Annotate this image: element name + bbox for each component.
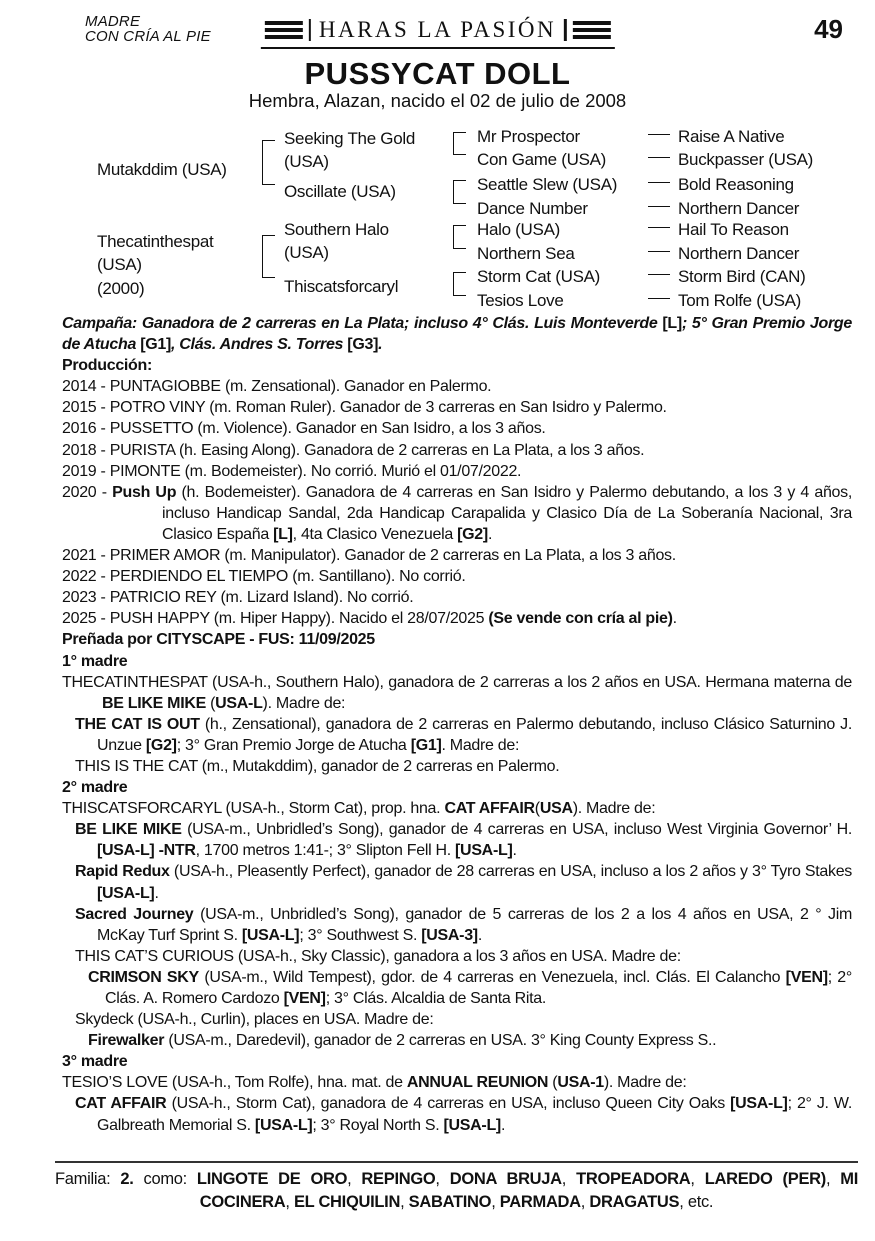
pedigree-entry <box>477 148 606 171</box>
text-run: , <box>561 1170 577 1188</box>
pedigree-bracket <box>262 140 275 185</box>
brand-logo <box>260 17 614 49</box>
pedigree-entry <box>648 173 794 196</box>
text-run: [USA-L] <box>455 842 513 860</box>
text-run: THECATINTHESPAT (USA-h., Southern Halo), ganadora de 2 carreras a los 2 años en USA. Hermana materna de <box>62 673 852 691</box>
text-run: Familia: <box>55 1170 121 1188</box>
text-run: 2021 - PRIMER AMOR (m. Manipulator). Ganador de 2 carreras en La Plata, a los 3 años. <box>62 547 676 565</box>
pedigree-name: Mutakddim (USA) <box>97 160 227 179</box>
text-run: TESIO’S LOVE (USA-h., Tom Rolfe), hna. mat. de <box>62 1074 407 1092</box>
pedigree-bracket <box>453 180 466 204</box>
pedigree-name: Tesios Love <box>477 291 564 310</box>
pedigree-name: Storm Cat (USA) <box>477 267 601 286</box>
text-run: 2° madre <box>62 779 128 797</box>
pedigree-dash <box>648 242 670 252</box>
paragraph <box>62 651 852 672</box>
text-run: DONA BRUJA <box>449 1170 562 1188</box>
text-run: ( <box>534 800 540 818</box>
text-run: (USA-h., Storm Cat), ganadora de 4 carreras en USA, incluso Queen City Oaks <box>166 1095 731 1113</box>
logo-bars-right-icon <box>573 21 611 39</box>
paragraph <box>62 629 852 650</box>
pedigree-name: Seattle Slew (USA) <box>477 175 618 194</box>
text-run: [G1] <box>140 336 172 354</box>
text-run: 2022 - PERDIENDO EL TIEMPO (m. Santillano). No corrió. <box>62 568 466 586</box>
text-run: LAREDO (PER) <box>704 1170 826 1188</box>
text-run: ). Madre de: <box>262 694 346 712</box>
text-run: Campaña: Ganadora de 2 carreras en La Plata; incluso 4° Clás. Luis Monteverde <box>62 315 663 332</box>
pedigree-name: (USA) <box>284 152 329 172</box>
text-run: EL CHIQUILIN <box>293 1192 401 1211</box>
text-run: . Madre de: <box>441 736 520 754</box>
text-run: [VEN] <box>785 968 828 986</box>
pedigree-entry <box>648 125 784 148</box>
pedigree-dam <box>97 230 213 300</box>
paragraph <box>75 861 852 903</box>
horse-description: Hembra, Alazan, nacido el 02 de julio de 2008 <box>248 90 627 111</box>
pedigree-entry <box>284 127 415 174</box>
text-run: [L] <box>662 315 682 332</box>
text-run: [G3] <box>347 336 379 354</box>
text-run: (USA-m., Unbridled’s Song), ganador de 4 carreras en USA, incluso West Virginia Governor’ H. <box>181 821 852 839</box>
text-run: 2015 - POTRO VINY (m. Roman Ruler). Ganador de 3 carreras en San Isidro y Palermo. <box>62 399 667 417</box>
pedigree-name: (USA) <box>284 243 329 263</box>
pedigree-name: Northern Sea <box>477 244 575 263</box>
text-run: Rapid Redux <box>75 863 170 881</box>
text-run: BE LIKE MIKE <box>102 694 206 712</box>
corner-note <box>85 15 211 44</box>
text-run: REPINGO <box>361 1170 436 1188</box>
text-run: ; 3° Gran Premio Jorge de Atucha <box>176 736 411 754</box>
paragraph <box>62 587 852 608</box>
text-run: . <box>154 884 159 902</box>
paragraph <box>88 1030 852 1051</box>
paragraph <box>75 1009 852 1030</box>
text-run: LINGOTE DE ORO <box>196 1170 348 1188</box>
text-run: [G2] <box>145 736 177 754</box>
paragraph <box>88 967 852 1009</box>
pedigree-dash <box>648 289 670 299</box>
text-run: 2018 - PURISTA (h. Easing Along). Ganadora de 2 carreras en La Plata, a los 3 años. <box>62 441 645 459</box>
text-run: [USA-L] <box>241 926 300 944</box>
text-run: ; 3° Southwest S. <box>299 926 422 944</box>
pedigree-name: Buckpasser (USA) <box>678 150 814 169</box>
text-run: Skydeck (USA-h., Curlin), places en USA. Madre de: <box>75 1011 434 1029</box>
paragraph <box>62 1051 852 1072</box>
logo-divider-left <box>308 19 311 41</box>
text-run: ; 3° Royal North S. <box>312 1116 444 1134</box>
text-run: 2025 - PUSH HAPPY (m. Hiper Happy). Nacido el 28/07/2025 <box>62 610 489 628</box>
text-run: [USA-L] <box>97 884 155 902</box>
pedigree-entry <box>648 148 813 171</box>
pedigree-dash <box>648 218 670 228</box>
paragraph <box>62 545 852 566</box>
paragraph <box>62 566 852 587</box>
text-run: ; 2° J. W. Galbreath Memorial S. <box>97 1095 852 1134</box>
pedigree-name: Seeking The Gold <box>284 129 415 148</box>
text-run: ). Madre de: <box>603 1074 687 1092</box>
text-run: (h. Bodemeister). Ganadora de 4 carreras en San Isidro y Palermo debutando, a los 3 y 4 años, incluso Handicap Sandal, 2da Handicap Carapalida y Clasico Día de La Soberanía Nacional, 3ra Clasico España <box>162 483 852 543</box>
text-run: BE LIKE MIKE <box>75 821 182 839</box>
text-run: (h., Zensational), ganadora de 2 carreras en Palermo debutando, incluso Clásico Saturnino J. Unzue <box>97 715 852 754</box>
text-run: TROPEADORA <box>576 1170 691 1188</box>
text-run: DRAGATUS <box>589 1192 680 1211</box>
corner-note-line2: CON CRÍA AL PIE <box>85 27 211 45</box>
text-run: . <box>500 1116 506 1134</box>
paragraph <box>62 798 852 819</box>
pedigree-name: Storm Bird (CAN) <box>678 267 806 286</box>
paragraph <box>62 313 852 355</box>
text-run: (USA-m., Unbridled’s Song), ganador de 5 carreras de los 2 a los 4 años en USA, 2 ° Jim McKay Turf Sprint S. <box>97 905 853 944</box>
paragraph <box>62 355 852 376</box>
paragraph <box>62 777 852 798</box>
text-run: , Clás. Andres S. Torres <box>171 336 348 354</box>
page-number: 49 <box>814 14 843 44</box>
text-run: [L] <box>273 525 293 543</box>
text-run: PARMADA <box>499 1192 581 1211</box>
pedigree-name: Raise A Native <box>678 127 785 146</box>
pedigree-name: Dance Number <box>477 199 588 218</box>
pedigree-entry <box>284 275 398 298</box>
pedigree-name: Northern Dancer <box>678 199 800 218</box>
pedigree-name: Halo (USA) <box>477 220 560 239</box>
text-run: 1° madre <box>62 652 128 670</box>
text-run: . <box>487 525 493 543</box>
text-run: , <box>690 1170 705 1188</box>
text-run: , <box>825 1170 841 1188</box>
text-run: 2019 - PIMONTE (m. Bodemeister). No corrió. Murió el 01/07/2022. <box>62 462 522 480</box>
text-run: ( <box>205 694 216 712</box>
text-run: , <box>435 1170 450 1188</box>
text-run: ). Madre de: <box>572 800 656 818</box>
text-run: como: <box>133 1170 197 1188</box>
text-run: (USA-m., Daredevil), ganador de 2 carreras en USA. 3° King County Express S.. <box>164 1032 717 1050</box>
pedigree-entry <box>648 242 799 265</box>
paragraph <box>62 608 852 629</box>
pedigree-chart <box>62 115 852 311</box>
text-run: [USA-L] <box>730 1095 788 1113</box>
text-run: , <box>285 1192 294 1211</box>
text-run: . <box>672 610 677 628</box>
family-footer <box>55 1161 858 1213</box>
text-run: 2014 - PUNTAGIOBBE (m. Zensational). Ganador en Palermo. <box>62 378 492 396</box>
text-run: THIS IS THE CAT (m., Mutakddim), ganador de 2 carreras en Palermo. <box>75 757 560 775</box>
pedigree-entry <box>477 242 575 265</box>
paragraph <box>62 1072 852 1093</box>
text-run: 2. <box>120 1170 134 1188</box>
paragraph <box>62 397 852 418</box>
text-run: (Se vende con cría al pie) <box>488 610 673 628</box>
pedigree-entry <box>648 218 789 241</box>
paragraph <box>62 440 852 461</box>
text-run: Preñada por CITYSCAPE - FUS: 11/09/2025 <box>62 631 375 649</box>
paragraph <box>62 482 852 545</box>
text-run: 2020 - <box>62 483 113 501</box>
text-run: ; 2° Clás. A. Romero Cardozo <box>105 968 853 1007</box>
corner-note-line1: MADRE <box>85 13 141 30</box>
text-run: 2016 - PUSSETTO (m. Violence). Ganador en San Isidro, a los 3 años. <box>62 420 546 438</box>
text-run: [USA-L] <box>443 1116 501 1134</box>
paragraph <box>75 756 852 777</box>
text-run: MI COCINERA <box>199 1170 858 1211</box>
pedigree-entry <box>284 180 396 203</box>
text-run: CRIMSON SKY <box>88 968 199 986</box>
pedigree-name: (USA) <box>97 255 142 275</box>
text-run: Push Up <box>112 483 177 501</box>
pedigree-entry <box>648 265 805 288</box>
pedigree-dash <box>648 148 670 158</box>
text-run: , <box>580 1192 590 1211</box>
pedigree-bracket <box>453 132 466 155</box>
pedigree-entry <box>648 197 799 220</box>
text-run: Producción: <box>62 357 153 375</box>
text-run: CAT AFFAIR <box>444 800 535 818</box>
text-run: Firewalker <box>88 1032 165 1050</box>
pedigree-entry <box>477 173 617 196</box>
paragraph <box>62 672 852 714</box>
text-run: [G2] <box>457 525 488 543</box>
paragraph <box>75 819 852 861</box>
text-run: ( <box>548 1074 558 1092</box>
pedigree-entry <box>648 289 801 312</box>
text-run: USA-L <box>215 694 263 712</box>
paragraph <box>75 714 852 756</box>
text-run: , 1700 metros 1:41-; 3° Slipton Fell H. <box>195 842 456 860</box>
pedigree-name: Bold Reasoning <box>678 175 794 194</box>
text-run: [VEN] <box>283 990 326 1007</box>
pedigree-entry <box>477 197 588 220</box>
pedigree-dash <box>648 125 670 135</box>
pedigree-name: Thecatinthespat <box>97 232 214 251</box>
text-run: , <box>347 1170 362 1188</box>
text-run: [G1] <box>410 736 442 754</box>
pedigree-bracket <box>262 235 275 278</box>
text-run: , etc. <box>679 1192 714 1211</box>
pedigree-bracket <box>453 225 466 249</box>
paragraph <box>75 904 852 946</box>
text-run: CAT AFFAIR <box>75 1095 167 1113</box>
text-run: (USA-m., Wild Tempest), gdor. de 4 carreras en Venezuela, incl. Clás. El Calancho <box>198 968 786 986</box>
family-line <box>55 1168 858 1213</box>
logo-bars-left-icon <box>264 21 302 39</box>
pedigree-name: Oscillate (USA) <box>284 182 396 201</box>
text-run: THE CAT IS OUT <box>75 715 200 733</box>
text-run: [USA-L] -NTR <box>97 842 196 860</box>
pedigree-name: Hail To Reason <box>678 220 789 239</box>
pedigree-name: Tom Rolfe (USA) <box>678 291 802 310</box>
pedigree-bracket <box>453 272 466 296</box>
pedigree-dash <box>648 173 670 183</box>
text-run: USA <box>539 800 573 818</box>
text-run: , 4ta Clasico Venezuela <box>292 525 458 543</box>
text-run: , <box>491 1192 500 1211</box>
text-run: THIS CAT’S CURIOUS (USA-h., Sky Classic), ganadora a los 3 años en USA. Madre de: <box>75 947 681 965</box>
paragraph <box>75 946 852 967</box>
text-run: . <box>512 842 517 860</box>
paragraph <box>75 1093 852 1135</box>
pedigree-name: (2000) <box>97 278 145 298</box>
pedigree-name: Con Game (USA) <box>477 150 607 169</box>
paragraph <box>62 376 852 397</box>
text-run: , <box>400 1192 409 1211</box>
pedigree-name: Northern Dancer <box>678 244 800 263</box>
brand-name: HARAS LA PASIÓN <box>318 17 557 42</box>
pedigree-entry <box>477 289 563 312</box>
text-run: SABATINO <box>408 1192 492 1211</box>
text-run: . <box>378 336 383 354</box>
pedigree-entry <box>477 218 560 241</box>
text-run: 3° madre <box>62 1053 128 1071</box>
pedigree-name: Mr Prospector <box>477 127 580 146</box>
logo-divider-right <box>564 19 567 41</box>
pedigree-name: Thiscatsforcaryl <box>284 277 399 296</box>
pedigree-sire <box>97 158 227 181</box>
text-run: [USA-3] <box>421 926 478 944</box>
text-run: [USA-L] <box>254 1116 313 1134</box>
paragraph <box>62 461 852 482</box>
text-run: 2023 - PATRICIO REY (m. Lizard Island). No corrió. <box>62 589 414 607</box>
text-run: ; 3° Clás. Alcaldia de Santa Rita. <box>325 990 547 1007</box>
text-run: ANNUAL REUNION <box>406 1074 549 1092</box>
body-text <box>62 313 852 1136</box>
horse-name-title: PUSSYCAT DOLL <box>304 56 571 91</box>
paragraph <box>62 418 852 439</box>
text-run: Sacred Journey <box>75 905 194 923</box>
text-run: (USA-h., Pleasently Perfect), ganador de 28 carreras en USA, incluso a los 2 años y 3° Tyro Stakes <box>169 863 852 881</box>
text-run: . <box>477 926 482 944</box>
pedigree-dash <box>648 265 670 275</box>
pedigree-dash <box>648 197 670 207</box>
pedigree-entry <box>477 125 580 148</box>
pedigree-entry <box>477 265 600 288</box>
text-run: USA-1 <box>557 1074 604 1092</box>
text-run: ; 5° Gran Premio Jorge de Atucha <box>62 315 852 354</box>
pedigree-name: Southern Halo <box>284 220 389 239</box>
text-run: THISCATSFORCARYL (USA-h., Storm Cat), prop. hna. <box>62 800 445 818</box>
pedigree-entry <box>284 218 389 265</box>
